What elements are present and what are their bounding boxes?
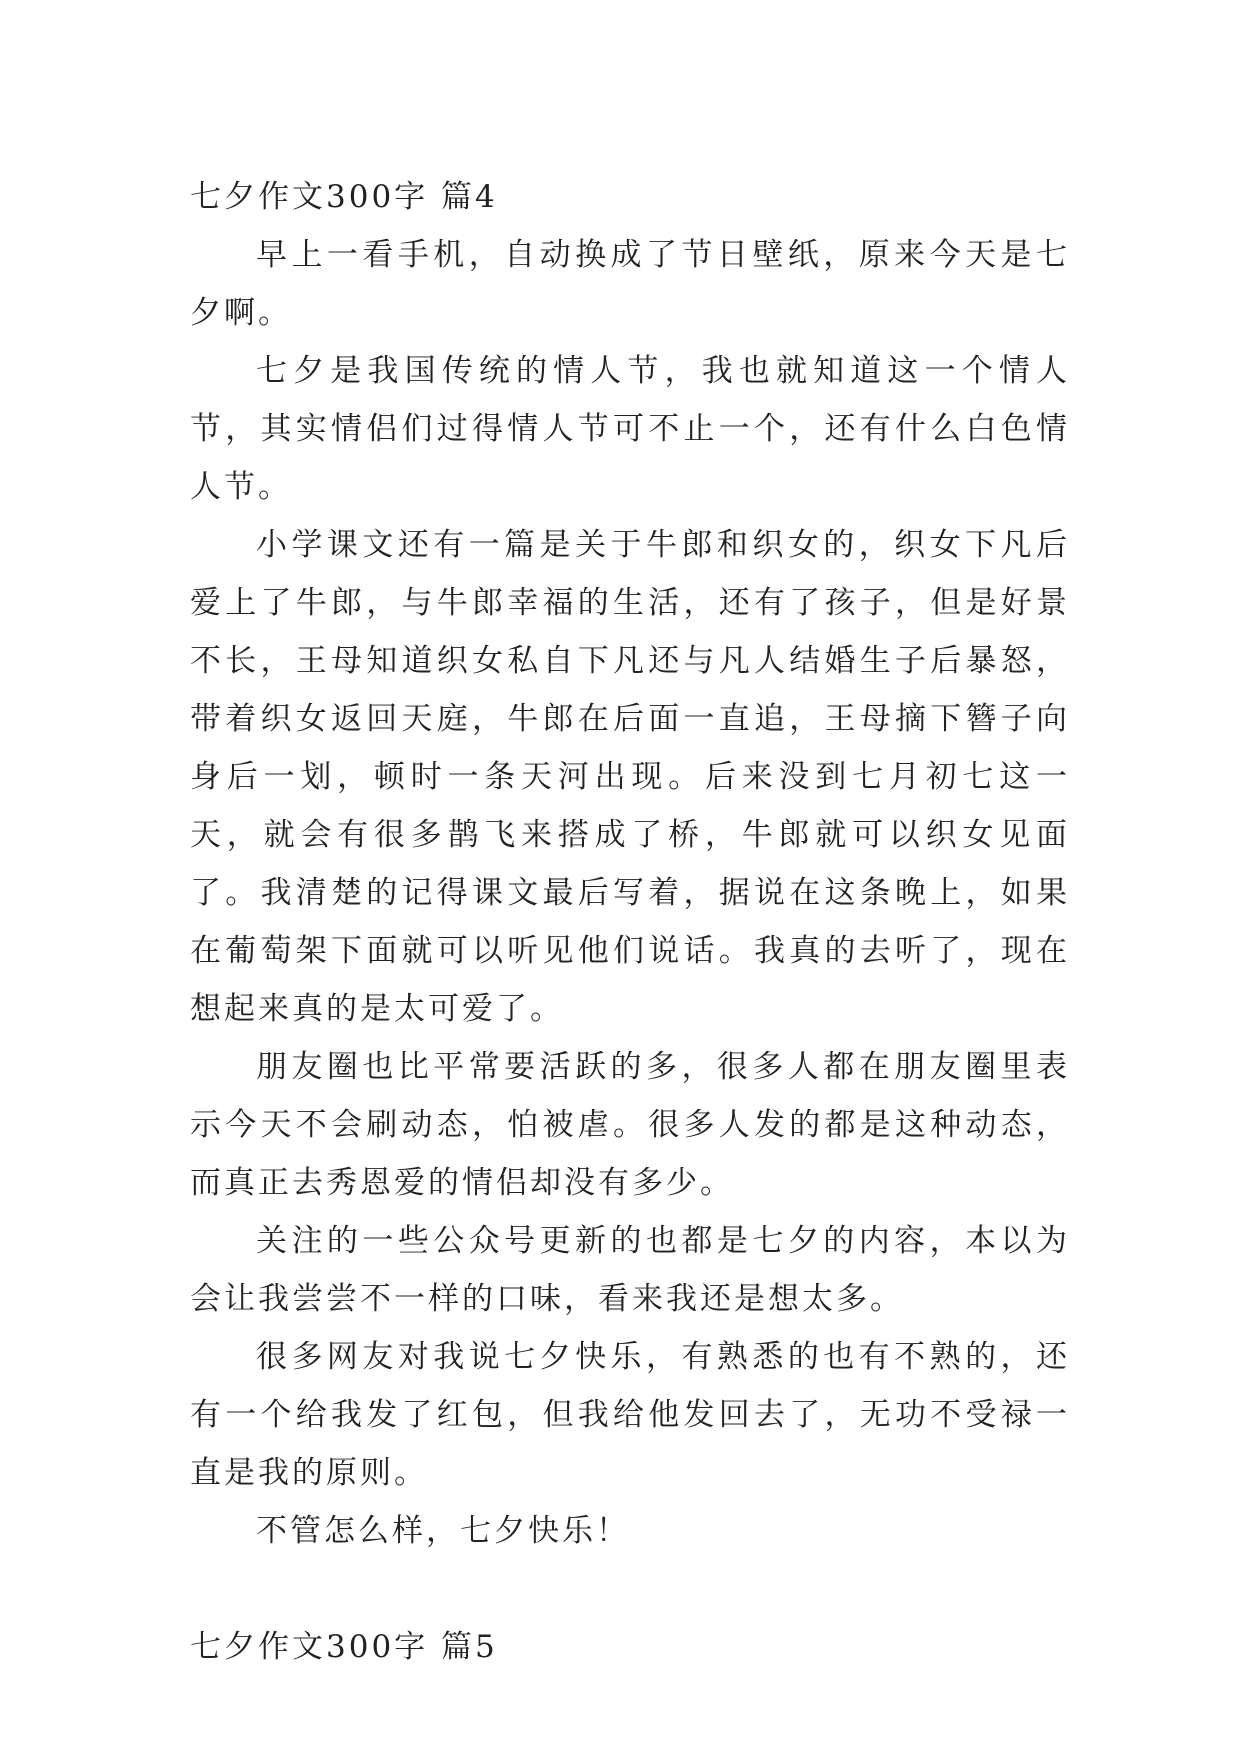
paragraph: 关注的一些公众号更新的也都是七夕的内容，本以为会让我尝尝不一样的口味，看来我还是想太多。 bbox=[190, 1223, 1070, 1317]
paragraph: 朋友圈也比平常要活跃的多，很多人都在朋友圈里表示今天不会刷动态，怕被虐。很多人发的都是这种动态，而真正去秀恩爱的情侣却没有多少。 bbox=[190, 1049, 1070, 1201]
paragraph: 七夕是我国传统的情人节，我也就知道这一个情人节，其实情侣们过得情人节可不止一个，还有什么白色情人节。 bbox=[190, 353, 1070, 505]
section-spacer bbox=[190, 1560, 1070, 1618]
paragraph: 小学课文还有一篇是关于牛郎和织女的，织女下凡后爱上了牛郎，与牛郎幸福的生活，还有了孩子，但是好景不长，王母知道织女私自下凡还与凡人结婚生子后暴怒，带着织女返回天庭，牛郎在后面一直追，王母摘下簪子向身后一划，顿时一条天河出现。后来没到七月初七这一天，就会有很多鹊飞来搭成了桥，牛郎就可以织女见面了。我清楚的记得课文最后写着，据说在这条晚上，如果在葡萄架下面就可以听见他们说话。我真的去听了，现在想起来真的是太可爱了。 bbox=[190, 527, 1070, 1027]
section-5-title: 七夕作文300字 篇5 bbox=[190, 1629, 498, 1665]
paragraph: 早上一看手机，自动换成了节日壁纸，原来今天是七夕啊。 bbox=[190, 237, 1070, 331]
section-4-title: 七夕作文300字 篇4 bbox=[190, 179, 498, 215]
paragraph: 不管怎么样，七夕快乐！ bbox=[256, 1513, 630, 1549]
document-body bbox=[190, 168, 1070, 1676]
paragraph: 很多网友对我说七夕快乐，有熟悉的也有不熟的，还有一个给我发了红包，但我给他发回去了，无功不受禄一直是我的原则。 bbox=[190, 1339, 1070, 1491]
